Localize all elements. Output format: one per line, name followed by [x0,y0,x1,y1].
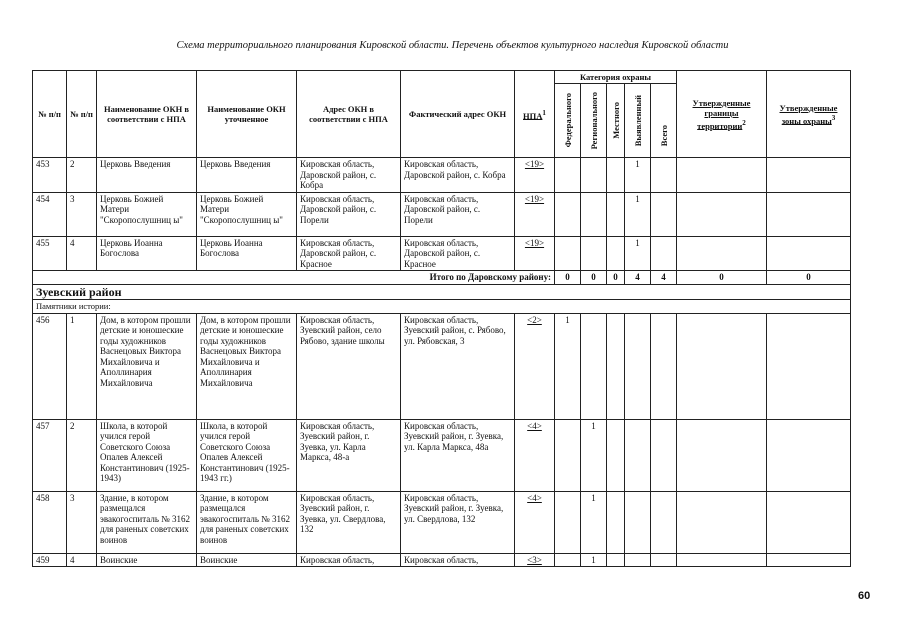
cell-fed [555,158,581,193]
cell-addr: Кировская область, Даровской район, с. Красное [297,236,401,271]
cell-name: Церковь Иоанна Богослова [97,236,197,271]
cell-total [651,553,677,567]
cell-addr: Кировская область, Зуевский район, г. Зуевка, ул. Карла Маркса, 48-а [297,419,401,491]
cell-fed [555,553,581,567]
cell-zones [767,553,851,567]
header-n-pp-2: № п/п [67,71,97,158]
cell-n2: 1 [67,313,97,419]
cell-ident [625,491,651,553]
header-addr-npa: Адрес ОКН в соответствии с НПА [297,71,401,158]
cell-ident: 1 [625,158,651,193]
total-row [33,271,851,285]
cell-name: Школа, в которой учился герой Советского Союза Опалев Алексей Константинович (1925-1943) [97,419,197,491]
cell-loc [607,419,625,491]
cell-bounds [677,158,767,193]
cell-total [651,419,677,491]
cell-fact: Кировская область, [401,553,515,567]
section-row [33,300,851,314]
table-row [33,158,851,193]
cell-npa: <4> [515,491,555,553]
cell-name2: Церковь Введения [197,158,297,193]
cell-fed: 1 [555,313,581,419]
cell-fact: Кировская область, Зуевский район, г. Зуевка, ул. Карла Маркса, 48а [401,419,515,491]
cell-bounds [677,491,767,553]
cell-npa: <19> [515,236,555,271]
cell-npa: <19> [515,158,555,193]
cell-reg [581,236,607,271]
cell-bounds [677,313,767,419]
cell-fact: Кировская область, Даровской район, с. Порели [401,192,515,236]
cell-reg [581,158,607,193]
total-loc: 0 [607,271,625,285]
header-ident: Выявленный [625,84,651,158]
cell-reg [581,192,607,236]
cell-zones [767,158,851,193]
cell-ident: 1 [625,236,651,271]
cell-zones [767,313,851,419]
page-number: 60 [858,590,871,602]
page-title: Схема территориального планирования Кировской области. Перечень объектов культурного наследия Кировской области [176,40,729,51]
cell-zones [767,236,851,271]
cell-zones [767,192,851,236]
cell-fed [555,236,581,271]
header-npa: НПА$^1$ [515,71,555,158]
cell-name2: Церковь Божией Матери "Скоропослушниц ы" [197,192,297,236]
header-name-npa: Наименование ОКН в соответствии с НПА [97,71,197,158]
cell-name: Дом, в котором прошли детские и юношеские годы художников Васнецовых Виктора Михайловича и Аполлинария Михайловича [97,313,197,419]
cell-n: 453 [33,158,67,193]
cell-ident [625,419,651,491]
cell-bounds [677,236,767,271]
cell-total [651,236,677,271]
cell-reg: 1 [581,419,607,491]
cell-n: 456 [33,313,67,419]
table-row [33,491,851,553]
cell-fact: Кировская область, Даровской район, с. Красное [401,236,515,271]
section-heading: Памятники истории: [33,300,851,314]
cell-addr: Кировская область, Даровской район, с. Кобра [297,158,401,193]
cell-npa: <4> [515,419,555,491]
total-bounds: 0 [677,271,767,285]
cell-name2: Дом, в котором прошли детские и юношеские годы художников Васнецовых Виктора Михайловича и Аполлинария Михайловича [197,313,297,419]
cell-n2: 2 [67,419,97,491]
cell-fed [555,491,581,553]
header-zones: Утвержденные зоны охраны$^3$ [767,71,851,158]
cell-name2: Школа, в которой учился герой Советского Союза Опалев Алексей Константинович (1925-1943 гг.) [197,419,297,491]
cell-total [651,313,677,419]
cell-name: Здание, в котором размещался эвакогоспиталь № 3162 для раненых советских воинов [97,491,197,553]
cell-zones [767,419,851,491]
cell-addr: Кировская область, Зуевский район, г. Зуевка, ул. Свердлова, 132 [297,491,401,553]
cell-n2: 4 [67,553,97,567]
cell-ident: 1 [625,192,651,236]
table-row [33,313,851,419]
cell-n: 454 [33,192,67,236]
header-total: Всего [651,84,677,158]
cell-fact: Кировская область, Зуевский район, г. Зуевка, ул. Свердлова, 132 [401,491,515,553]
heritage-table [32,70,851,567]
header-addr-fact: Фактический адрес ОКН [401,71,515,158]
header-fed: Федерального [555,84,581,158]
district-row [33,284,851,300]
cell-total [651,158,677,193]
table-row [33,553,851,567]
cell-ident [625,313,651,419]
cell-fact: Кировская область, Зуевский район, с. Рябово, ул. Рябовская, 3 [401,313,515,419]
cell-fed [555,192,581,236]
table-row [33,236,851,271]
cell-n2: 3 [67,192,97,236]
header-category: Категория охраны [555,71,677,84]
cell-npa: <19> [515,192,555,236]
total-all: 4 [651,271,677,285]
district-heading: Зуевский район [33,284,851,300]
cell-loc [607,236,625,271]
cell-name2: Воинские [197,553,297,567]
cell-zones [767,491,851,553]
total-label: Итого по Даровскому району: [33,271,555,285]
cell-name2: Церковь Иоанна Богослова [197,236,297,271]
cell-loc [607,491,625,553]
header-n-pp: № п/п [33,71,67,158]
cell-name: Воинские [97,553,197,567]
cell-name2: Здание, в котором размещался эвакогоспиталь № 3162 для раненых советских воинов [197,491,297,553]
cell-fact: Кировская область, Даровской район, с. Кобра [401,158,515,193]
cell-reg: 1 [581,491,607,553]
cell-n: 458 [33,491,67,553]
cell-n: 459 [33,553,67,567]
cell-total [651,192,677,236]
cell-npa: <2> [515,313,555,419]
total-reg: 0 [581,271,607,285]
cell-ident [625,553,651,567]
cell-reg: 1 [581,553,607,567]
cell-npa: <3> [515,553,555,567]
table-row [33,192,851,236]
cell-n2: 4 [67,236,97,271]
header-bounds: Утвержденные границы территории$^2$ [677,71,767,158]
cell-loc [607,192,625,236]
cell-name: Церковь Введения [97,158,197,193]
cell-loc [607,158,625,193]
cell-fed [555,419,581,491]
header-reg: Регионального [581,84,607,158]
cell-n: 455 [33,236,67,271]
cell-bounds [677,192,767,236]
cell-reg [581,313,607,419]
cell-addr: Кировская область, Даровской район, с. Порели [297,192,401,236]
cell-n2: 3 [67,491,97,553]
cell-n: 457 [33,419,67,491]
cell-addr: Кировская область, Зуевский район, село Рябово, здание школы [297,313,401,419]
cell-bounds [677,419,767,491]
cell-name: Церковь Божией Матери "Скоропослушниц ы" [97,192,197,236]
total-zones: 0 [767,271,851,285]
header-row-top [33,71,851,84]
total-ident: 4 [625,271,651,285]
cell-loc [607,553,625,567]
cell-bounds [677,553,767,567]
header-loc: Местного [607,84,625,158]
cell-n2: 2 [67,158,97,193]
cell-loc [607,313,625,419]
cell-addr: Кировская область, [297,553,401,567]
header-name-spec: Наименование ОКН уточненное [197,71,297,158]
cell-total [651,491,677,553]
table-row [33,419,851,491]
total-fed: 0 [555,271,581,285]
